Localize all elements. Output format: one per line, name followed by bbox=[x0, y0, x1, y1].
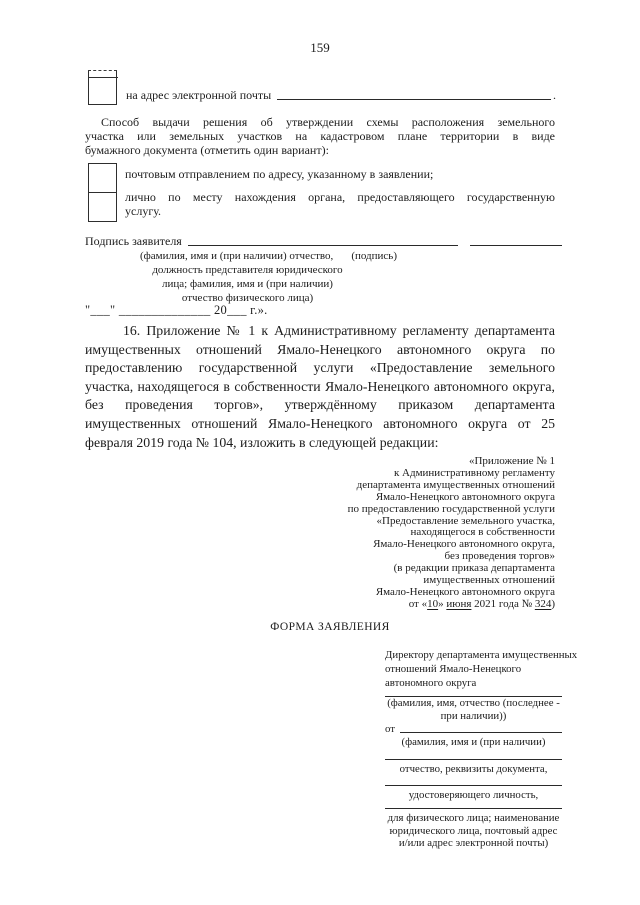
item16-paragraph bbox=[85, 322, 555, 452]
appendix-line: имущественных отношений bbox=[423, 574, 555, 587]
form-caption: отчество, реквизиты документа, bbox=[399, 762, 548, 775]
checkbox-table bbox=[88, 163, 117, 222]
date-sep: » bbox=[438, 597, 447, 610]
paragraph-line: без проведения торгов», утверждённому приказом департамента bbox=[85, 397, 555, 413]
form-caption: юридического лица, почтовый адрес bbox=[389, 824, 558, 837]
appendix-line: по предоставлению государственной услуги bbox=[347, 502, 555, 515]
email-option-row bbox=[88, 70, 556, 105]
form-caption: удостоверяющего личность, bbox=[408, 789, 539, 802]
form-caption: и/или адрес электронной почты) bbox=[398, 837, 549, 850]
blank-line-field bbox=[385, 759, 562, 760]
paragraph-line: бумажного документа (отметить один вариант): bbox=[85, 142, 329, 157]
caption-line bbox=[140, 250, 397, 264]
option-line: лично по месту нахождения органа, предоставляющего государственную bbox=[125, 189, 555, 204]
form-title: ФОРМА ЗАЯВЛЕНИЯ bbox=[270, 621, 390, 633]
date-number: 324 bbox=[534, 597, 552, 610]
appendix-line: департамента имущественных отношений bbox=[356, 478, 555, 491]
blank-line-signature bbox=[470, 244, 562, 246]
application-form-block bbox=[385, 648, 578, 850]
blank-line-field bbox=[385, 785, 562, 786]
paragraph-line: февраля 2019 года № 104, изложить в следующей редакции: bbox=[85, 434, 439, 450]
checkbox-postal-option bbox=[89, 164, 116, 192]
form-caption: для физического лица; наименование bbox=[387, 811, 560, 824]
blank-line-field bbox=[385, 808, 562, 809]
appendix-date-line bbox=[85, 599, 555, 611]
delivery-method-paragraph bbox=[85, 116, 555, 158]
from-row bbox=[385, 722, 562, 736]
signature-label: Подпись заявителя bbox=[85, 234, 182, 248]
appendix-line: к Административному регламенту bbox=[393, 466, 555, 479]
date-sep: 2021 года № bbox=[471, 597, 535, 610]
checkbox-email-option bbox=[88, 70, 117, 105]
paragraph-line: участка, находящегося в собственности Ямало-Ненецкого автономного округа, bbox=[85, 378, 555, 394]
form-caption: (фамилия, имя, отчество (последнее - bbox=[387, 697, 560, 709]
appendix-line: Ямало-Ненецкого автономного округа, bbox=[373, 538, 555, 551]
caption-line: отчество физического лица) bbox=[181, 291, 314, 304]
paragraph-line: 16. Приложение № 1 к Административному регламенту департамента bbox=[123, 323, 555, 338]
email-option-label: на адрес электронной почты bbox=[126, 88, 272, 102]
appendix-heading-block bbox=[85, 456, 555, 611]
paragraph-line: имущественных отношений Ямало-Ненецкого автономного округа по bbox=[85, 341, 555, 357]
appendix-line: Ямало-Ненецкого автономного округа bbox=[375, 585, 555, 598]
blank-line-email bbox=[277, 98, 551, 100]
appendix-line: находящегося в собственности bbox=[410, 526, 555, 539]
signature-row bbox=[85, 234, 562, 249]
in-person-option-label bbox=[125, 191, 555, 219]
option-line: услугу. bbox=[125, 203, 162, 218]
appendix-line: (в редакции приказа департамента bbox=[393, 562, 555, 575]
paragraph-line: участка или земельных участков на кадастровом плане территории в виде bbox=[85, 128, 555, 143]
caption-sign: (подпись) bbox=[351, 250, 397, 262]
blank-line-signature-name bbox=[188, 244, 458, 246]
paragraph-line: имущественных отношений Ямало-Ненецкого автономного округа от 25 bbox=[85, 415, 555, 431]
checkbox-in-person-option bbox=[89, 192, 116, 221]
date-suffix: ) bbox=[551, 597, 555, 610]
option-labels bbox=[125, 163, 555, 219]
form-caption: при наличии)) bbox=[440, 709, 507, 722]
caption-name: (фамилия, имя и (при наличии) отчество, bbox=[140, 250, 334, 262]
date-day: 10 bbox=[427, 597, 439, 610]
page-number: 159 bbox=[310, 40, 330, 55]
caption-line: должность представителя юридического bbox=[152, 263, 343, 276]
date-month: июня bbox=[446, 597, 472, 610]
postal-option-label: почтовым отправлением по адресу, указанному в заявлении; bbox=[125, 167, 434, 181]
delivery-options bbox=[88, 163, 555, 219]
paragraph-line: Способ выдачи решения об утверждении схемы расположения земельного bbox=[101, 115, 555, 129]
addressee-line: автономного округа bbox=[385, 677, 477, 689]
appendix-line: «Предоставление земельного участка, bbox=[376, 514, 555, 527]
date-prefix: от « bbox=[408, 597, 428, 610]
paragraph-line: предоставлению государственной услуги «Предоставление земельного bbox=[85, 360, 555, 376]
email-option-period: . bbox=[553, 88, 556, 102]
appendix-line: «Приложение № 1 bbox=[468, 455, 555, 467]
from-label: от bbox=[385, 723, 395, 736]
addressee-line: Директору департамента имущественных bbox=[385, 649, 578, 661]
blank-line-applicant bbox=[400, 731, 562, 733]
appendix-line: Ямало-Ненецкого автономного округа bbox=[375, 490, 555, 503]
appendix-line: без проведения торгов» bbox=[444, 550, 555, 563]
signature-caption bbox=[140, 250, 397, 306]
date-blank-line: "___" ______________ 20___ г.». bbox=[85, 303, 268, 317]
caption-line: лица; фамилия, имя и (при наличии) bbox=[162, 277, 333, 290]
form-caption: (фамилия, имя и (при наличии) bbox=[401, 736, 546, 749]
addressee-line: отношений Ямало-Ненецкого bbox=[385, 663, 522, 675]
